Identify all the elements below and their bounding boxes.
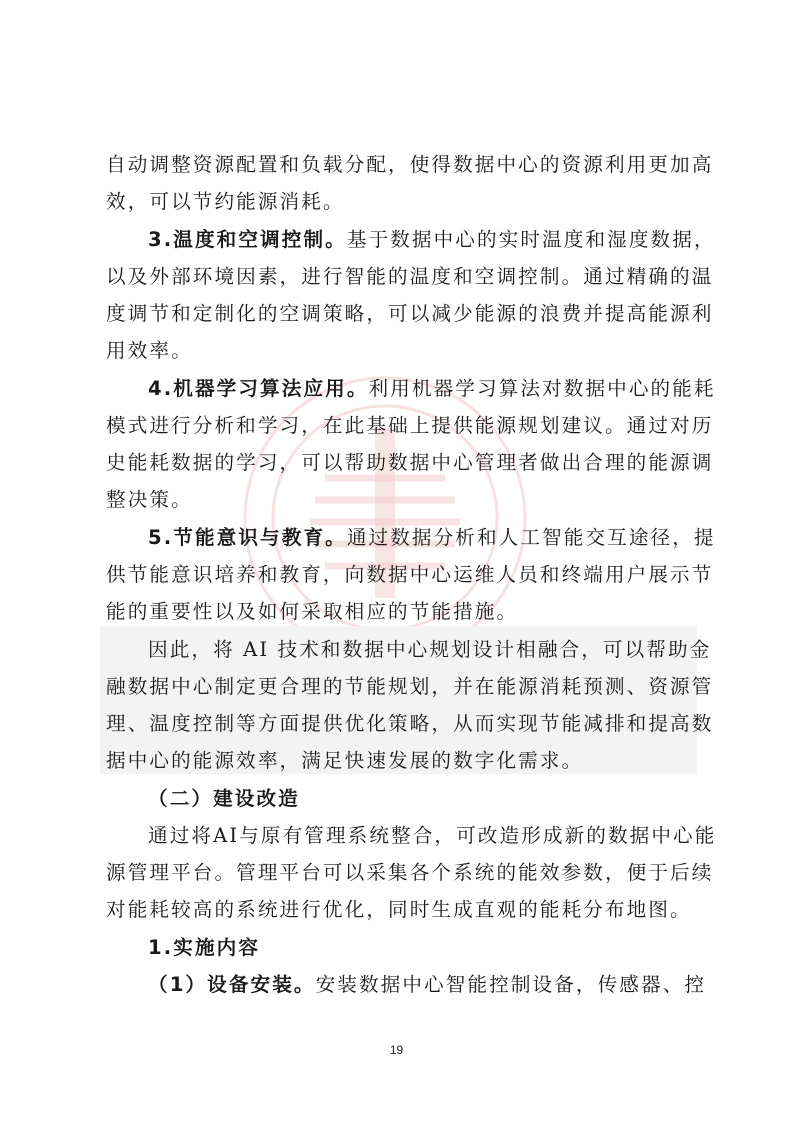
text-line: 效，可以节约能源消耗。	[106, 190, 345, 213]
text-line: 据中心的能源效率，满足快速发展的数字化需求。	[106, 749, 584, 772]
text-line	[148, 519, 716, 556]
item-heading: 3.温度和空调控制。	[148, 228, 347, 251]
text-line: 度调节和定制化的空调策略，可以减少能源的浪费并提高能源利	[106, 302, 714, 325]
item-heading: （1）设备安装。	[148, 973, 316, 996]
item-text: 安装数据中心智能控制设备，传感器、控	[315, 973, 707, 996]
text-line: 能的重要性以及如何采取相应的节能措施。	[106, 600, 519, 623]
text-line: 以及外部环境因素，进行智能的温度和空调控制。通过精确的温	[106, 265, 714, 288]
subsection-heading: 1.实施内容	[148, 936, 261, 959]
text-line: 理、温度控制等方面提供优化策略，从而实现节能减排和提高数	[106, 712, 714, 735]
text-line	[148, 966, 707, 1003]
text-line: 用效率。	[106, 339, 193, 362]
text-line	[148, 370, 716, 407]
text-line: 整决策。	[106, 488, 193, 511]
text-line: 通过将AI与原有管理系统整合，可改造形成新的数据中心能	[148, 824, 717, 847]
text-line: 自动调整资源配置和负载分配，使得数据中心的资源利用更加高	[106, 153, 714, 176]
text-line: 供节能意识培养和教育，向数据中心运维人员和终端用户展示节	[106, 563, 714, 586]
text-line: 源管理平台。管理平台可以采集各个系统的能效参数，便于后续	[106, 861, 714, 884]
item-heading: 4.机器学习算法应用。	[148, 377, 369, 400]
item-text: 基于数据中心的实时温度和湿度数据，	[346, 228, 716, 251]
text-line: 对能耗较高的系统进行优化，同时生成直观的能耗分布地图。	[106, 898, 692, 921]
item-text: 通过数据分析和人工智能交互途径，提	[346, 526, 716, 549]
item-heading: 5.节能意识与教育。	[148, 526, 347, 549]
item-text: 利用机器学习算法对数据中心的能耗	[368, 377, 716, 400]
text-line: 融数据中心制定更合理的节能规划，并在能源消耗预测、资源管	[106, 675, 714, 698]
page-number: 19	[389, 1043, 404, 1057]
text-line: 模式进行分析和学习，在此基础上提供能源规划建议。通过对历	[106, 414, 714, 437]
section-heading: （二）建设改造	[148, 787, 300, 810]
text-line: 史能耗数据的学习，可以帮助数据中心管理者做出合理的能源调	[106, 451, 714, 474]
text-line: 因此，将 AI 技术和数据中心规划设计相融合，可以帮助金	[148, 638, 712, 661]
text-line	[148, 221, 716, 258]
